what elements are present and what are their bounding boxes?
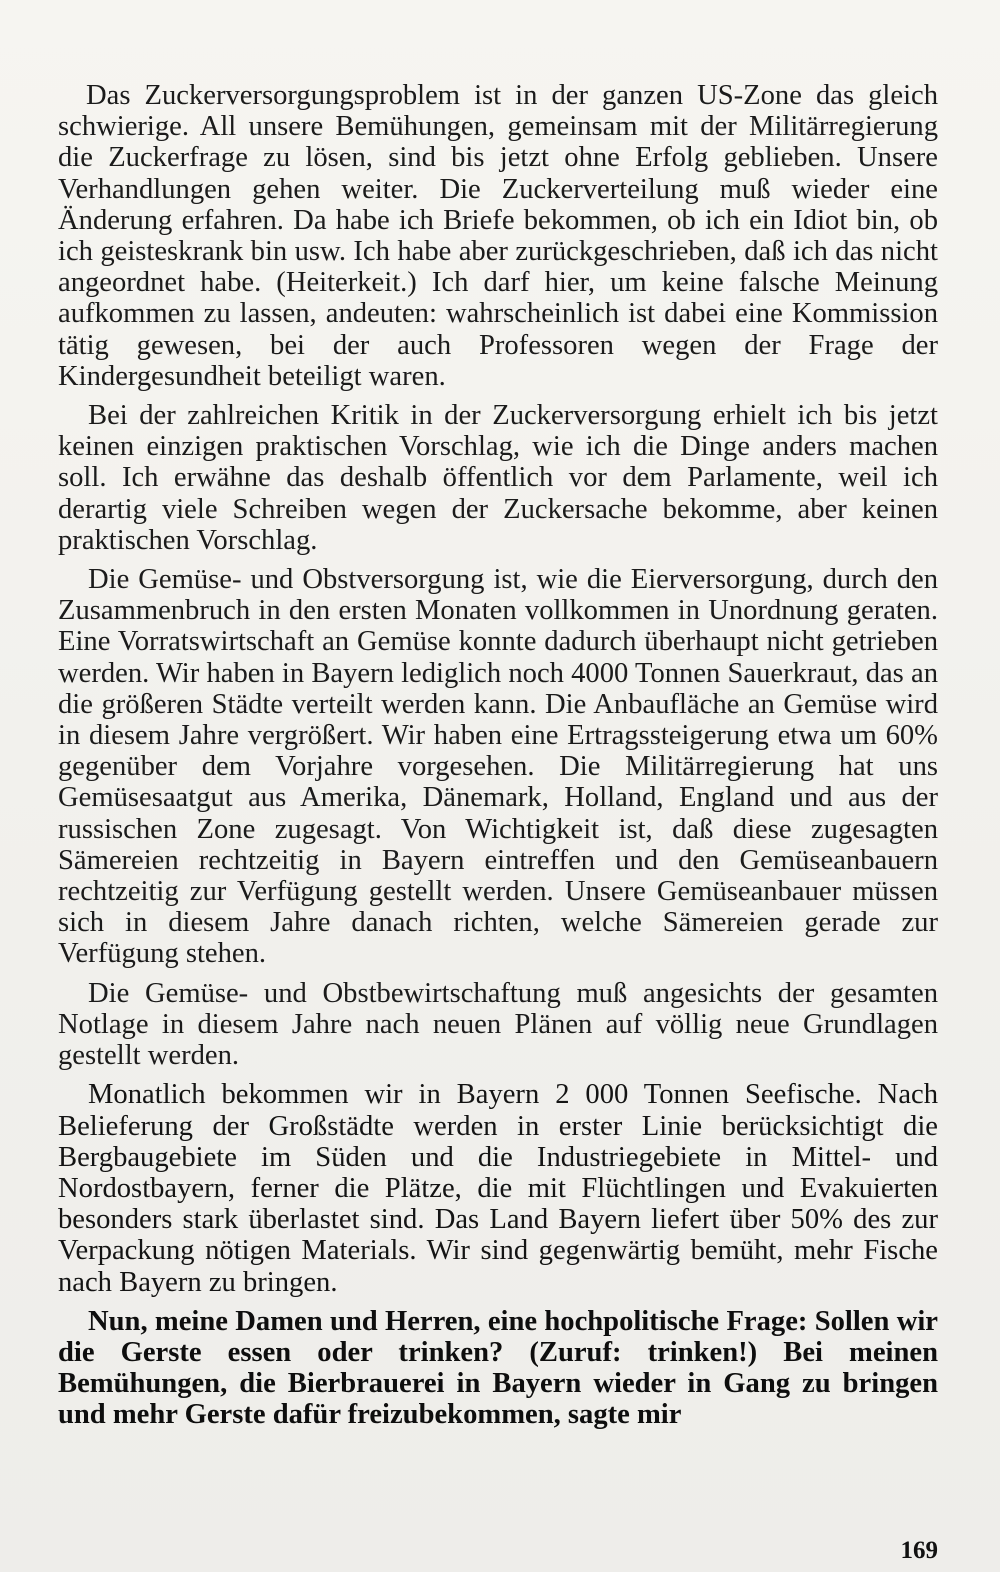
paragraph-sugar-criticism: Bei der zahlreichen Kritik in der Zuckerversorgung erhielt ich bis jetzt keinen einzigen praktischen Vorschlag, wie ich die Dinge anders machen soll. Ich erwähne das deshalb öffentlich vor dem Parlamente, weil ich derartig viele Schreiben wegen der Zuckersache bekomme, aber keinen praktischen Vorschlag. xyxy=(58,400,938,556)
paragraph-barley-question: Nun, meine Damen und Herren, eine hochpolitische Frage: Sollen wir die Gerste essen oder trinken? (Zuruf: trinken!) Bei meinen Bemühungen, die Bierbrauerei in Bayern wieder in Gang zu bringen und mehr Gerste dafür freizubekommen, sagte mir xyxy=(58,1305,938,1431)
body-text xyxy=(58,80,938,1431)
paragraph-sugar-supply: Das Zuckerversorgungsproblem ist in der ganzen US-Zone das gleich schwierige. All unsere Bemühungen, gemeinsam mit der Militärregierung die Zuckerfrage zu lösen, sind bis jetzt ohne Erfolg geblieben. Unsere Verhandlungen gehen weiter. Die Zuckerverteilung muß wieder eine Änderung erfahren. Da habe ich Briefe bekommen, ob ich ein Idiot bin, ob ich geisteskrank bin usw. Ich habe aber zurückgeschrieben, daß ich das nicht angeordnet habe. (Heiterkeit.) Ich darf hier, um keine falsche Meinung aufkommen zu lassen, andeuten: wahrscheinlich ist dabei eine Kommission tätig gewesen, bei der auch Professoren wegen der Frage der Kindergesundheit beteiligt waren. xyxy=(58,80,938,392)
page-number: 169 xyxy=(900,1537,938,1564)
paragraph-vegetable-supply: Die Gemüse- und Obstversorgung ist, wie die Eierversorgung, durch den Zusammenbruch in den ersten Monaten vollkommen in Unordnung geraten. Eine Vorratswirtschaft an Gemüse konnte dadurch überhaupt nicht getrieben werden. Wir haben in Bayern lediglich noch 4000 Tonnen Sauerkraut, das an die größeren Städte verteilt werden kann. Die Anbaufläche an Gemüse wird in diesem Jahre vergrößert. Wir haben eine Ertragssteigerung etwa um 60% gegenüber dem Vorjahre vorgesehen. Die Militärregierung hat uns Gemüsesaatgut aus Amerika, Dänemark, Holland, England und aus der russischen Zone zugesagt. Von Wichtigkeit ist, daß diese zugesagten Sämereien rechtzeitig in Bayern eintreffen und den Gemüseanbauern rechtzeitig zur Verfügung gestellt werden. Unsere Gemüseanbauer müssen sich in diesem Jahre danach richten, welche Sämereien gerade zur Verfügung stehen. xyxy=(58,564,938,970)
paragraph-sea-fish: Monatlich bekommen wir in Bayern 2 000 Tonnen Seefische. Nach Belieferung der Großstädte werden in erster Linie berücksichtigt die Bergbaugebiete im Süden und die Industriegebiete in Mittel- und Nordostbayern, ferner die Plätze, die mit Flüchtlingen und Evakuierten besonders stark überlastet sind. Das Land Bayern liefert über 50% des zur Verpackung nötigen Materials. Wir sind gegenwärtig bemüht, mehr Fische nach Bayern zu bringen. xyxy=(58,1079,938,1298)
paragraph-vegetable-management: Die Gemüse- und Obstbewirtschaftung muß angesichts der gesamten Notlage in diesem Jahre nach neuen Plänen auf völlig neue Grundlagen gestellt werden. xyxy=(58,977,938,1072)
